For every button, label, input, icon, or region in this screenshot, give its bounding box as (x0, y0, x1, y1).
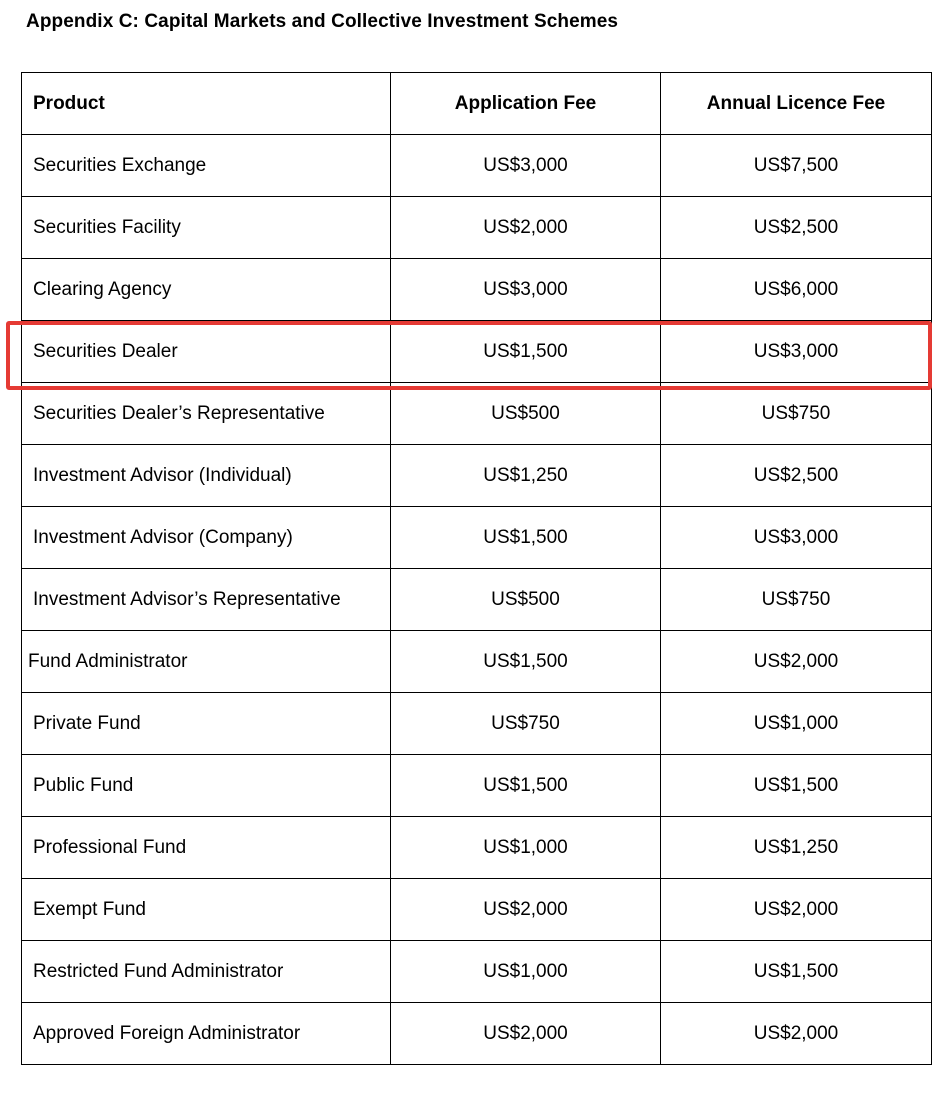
application-fee-cell: US$500 (391, 569, 661, 631)
fee-table (21, 72, 932, 1065)
annual-fee-cell: US$6,000 (661, 259, 932, 321)
product-cell: Public Fund (22, 755, 391, 817)
product-cell: Securities Dealer (22, 321, 391, 383)
header-product: Product (22, 73, 391, 135)
product-cell: Investment Advisor (Individual) (22, 445, 391, 507)
product-cell: Fund Administrator (22, 631, 391, 693)
table-row-highlighted (22, 321, 932, 383)
annual-fee-cell: US$1,500 (661, 755, 932, 817)
product-cell: Approved Foreign Administrator (22, 1003, 391, 1065)
annual-fee-cell: US$3,000 (661, 507, 932, 569)
annual-fee-cell: US$1,500 (661, 941, 932, 1003)
table-row (22, 631, 932, 693)
application-fee-cell: US$1,500 (391, 631, 661, 693)
annual-fee-cell: US$750 (661, 383, 932, 445)
table-row (22, 569, 932, 631)
table-header-row (22, 73, 932, 135)
application-fee-cell: US$1,000 (391, 941, 661, 1003)
application-fee-cell: US$1,500 (391, 321, 661, 383)
table-row (22, 383, 932, 445)
annual-fee-cell: US$750 (661, 569, 932, 631)
annual-fee-cell: US$2,000 (661, 1003, 932, 1065)
application-fee-cell: US$1,250 (391, 445, 661, 507)
application-fee-cell: US$500 (391, 383, 661, 445)
application-fee-cell: US$750 (391, 693, 661, 755)
product-cell: Clearing Agency (22, 259, 391, 321)
annual-fee-cell: US$3,000 (661, 321, 932, 383)
annual-fee-cell: US$2,500 (661, 445, 932, 507)
header-application-fee: Application Fee (391, 73, 661, 135)
application-fee-cell: US$3,000 (391, 135, 661, 197)
table-row (22, 507, 932, 569)
annual-fee-cell: US$2,500 (661, 197, 932, 259)
application-fee-cell: US$2,000 (391, 879, 661, 941)
annual-fee-cell: US$2,000 (661, 631, 932, 693)
annual-fee-cell: US$1,250 (661, 817, 932, 879)
table-row (22, 879, 932, 941)
table-row (22, 693, 932, 755)
product-cell: Securities Dealer’s Representative (22, 383, 391, 445)
application-fee-cell: US$2,000 (391, 1003, 661, 1065)
product-cell: Restricted Fund Administrator (22, 941, 391, 1003)
product-cell: Investment Advisor (Company) (22, 507, 391, 569)
table-row (22, 445, 932, 507)
table-row (22, 755, 932, 817)
product-cell: Investment Advisor’s Representative (22, 569, 391, 631)
application-fee-cell: US$1,500 (391, 507, 661, 569)
product-cell: Professional Fund (22, 817, 391, 879)
product-cell: Exempt Fund (22, 879, 391, 941)
table-row (22, 1003, 932, 1065)
product-cell: Private Fund (22, 693, 391, 755)
application-fee-cell: US$1,000 (391, 817, 661, 879)
application-fee-cell: US$3,000 (391, 259, 661, 321)
header-annual-licence-fee: Annual Licence Fee (661, 73, 932, 135)
application-fee-cell: US$2,000 (391, 197, 661, 259)
document-title: Appendix C: Capital Markets and Collective Investment Schemes (26, 11, 619, 32)
table-row (22, 941, 932, 1003)
application-fee-cell: US$1,500 (391, 755, 661, 817)
table-row (22, 135, 932, 197)
product-cell: Securities Facility (22, 197, 391, 259)
product-cell: Securities Exchange (22, 135, 391, 197)
table-row (22, 817, 932, 879)
table-row (22, 197, 932, 259)
annual-fee-cell: US$7,500 (661, 135, 932, 197)
annual-fee-cell: US$2,000 (661, 879, 932, 941)
table-row (22, 259, 932, 321)
annual-fee-cell: US$1,000 (661, 693, 932, 755)
